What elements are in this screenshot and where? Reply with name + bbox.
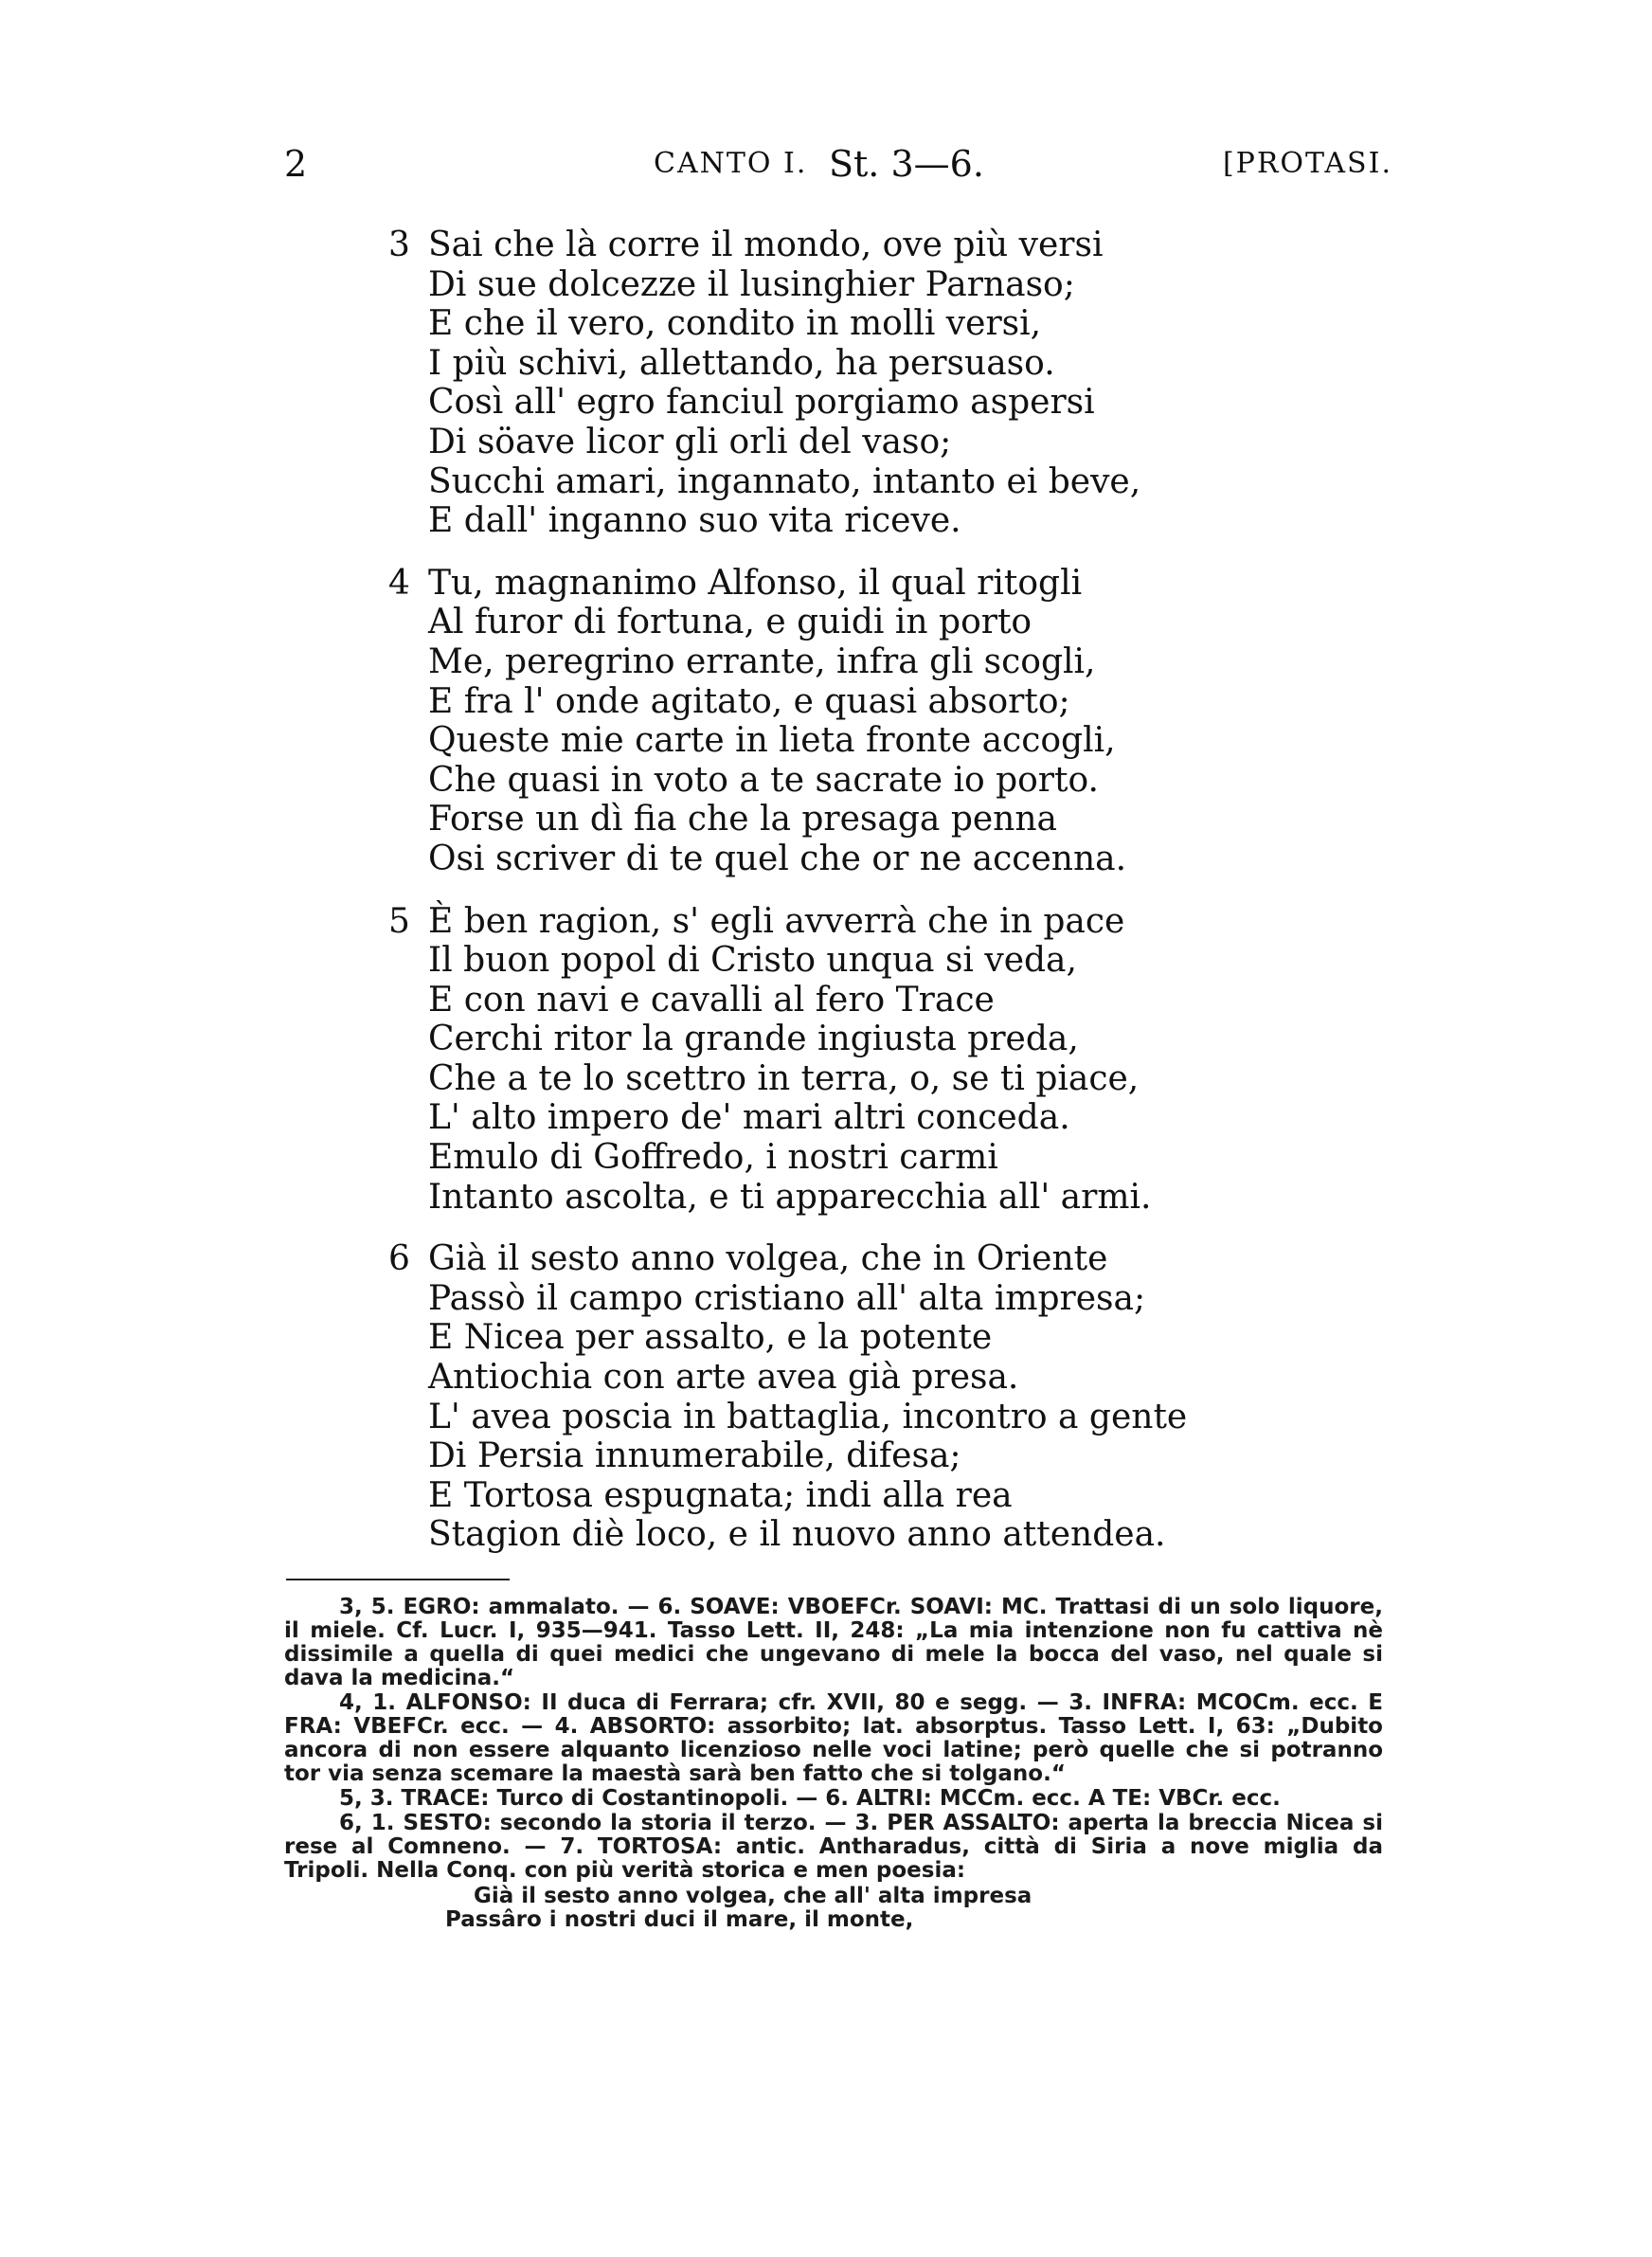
verse-line: Di Persia innumerabile, difesa; — [428, 1436, 961, 1476]
verse-line: E che il vero, condito in molli versi, — [428, 304, 1042, 344]
poem-body — [388, 226, 1317, 1578]
verse-line: Queste mie carte in lieta fronte accogli, — [428, 721, 1116, 761]
verse-line: Me, peregrino errante, infra gli scogli, — [428, 641, 1096, 681]
footnote — [284, 1812, 1383, 1883]
footnote — [284, 1596, 1383, 1690]
stanza — [388, 902, 1317, 1218]
verse-line: Che a te lo scettro in terra, o, se ti piace, — [428, 1058, 1140, 1098]
verse-line: E Tortosa espugnata; indi alla rea — [428, 1475, 1013, 1515]
verse-line: Di sue dolcezze il lusinghier Parnaso; — [428, 264, 1075, 304]
footnote-quote — [284, 1885, 1383, 1932]
verse-line: Così all' egro fanciul porgiamo aspersi — [428, 383, 1095, 423]
footnote-divider — [286, 1579, 510, 1580]
verse-line: Emulo di Goffredo, i nostri carmi — [428, 1138, 998, 1178]
running-header — [284, 140, 1392, 188]
footnote-text: TRACE: Turco di Costantinopoli. — 6. ALTRI: MCCm. ecc. A TE: VBCr. ecc. — [401, 1786, 1281, 1811]
verse-line: Osi scriver di te quel che or ne accenna. — [428, 839, 1127, 878]
quote-line: Già il sesto anno volgea, che all' alta impresa — [474, 1884, 1032, 1908]
verse-line: Il buon popol di Cristo unqua si veda, — [428, 941, 1077, 981]
footnote-ref: 5, 3. — [339, 1786, 394, 1811]
verse-line: Intanto ascolta, e ti apparecchia all' armi. — [428, 1177, 1152, 1217]
footnote-text: EGRO: ammalato. — 6. SOAVE: VBOEFCr. SOAVI: MC. Trattasi di un solo liquore, il miele. Cf. Lucr. I, 935—941. Tasso Lett. II, 248: „La mia intenzione non fu cattiva nè dissimile a quella di quei medici che ungevano di mele la bocca del vaso, nel quale si dava la medicina.“ — [284, 1595, 1383, 1690]
verse-line: È ben ragion, s' egli avverrà che in pace — [428, 901, 1125, 941]
footnote-ref: 4, 1. — [339, 1690, 397, 1715]
verse-line: Sai che là corre il mondo, ove più versi — [428, 226, 1104, 264]
verse-line: E dall' inganno suo vita riceve. — [428, 501, 961, 541]
footnotes — [284, 1596, 1383, 1932]
stanza-range: St. 3—6. — [829, 143, 984, 185]
stanza-number: 5 — [388, 901, 410, 941]
stanza — [388, 564, 1317, 879]
verse-line: Che quasi in voto a te sacrate io porto. — [428, 760, 1099, 800]
footnote-ref: 6, 1. — [339, 1811, 395, 1835]
verse-line: Tu, magnanimo Alfonso, il qual ritogli — [428, 563, 1083, 603]
verse-line: Succhi amari, ingannato, intanto ei beve, — [428, 461, 1141, 501]
verse-line: Forse un dì fia che la presaga penna — [428, 800, 1057, 840]
verse-line: E con navi e cavalli al fero Trace — [428, 980, 995, 1020]
quote-line: Passâro i nostri duci il mare, il monte, — [445, 1907, 914, 1932]
verse-line: L' alto impero de' mari altri conceda. — [428, 1098, 1070, 1138]
stanza-number: 3 — [388, 226, 410, 264]
verse-line: Di söave licor gli orli del vaso; — [428, 422, 952, 461]
verse-line: Già il sesto anno volgea, che in Oriente — [428, 1239, 1108, 1279]
section-label: [PROTASI. — [1222, 147, 1392, 180]
footnote — [284, 1787, 1383, 1811]
footnote-text: SESTO: secondo la storia il terzo. — 3. PER ASSALTO: aperta la breccia Nicea si rese al Comneno. — 7. TORTOSA: antic. Antharadus, città di Siria a nove miglia da Tripoli. Nella Conq. con più verità storica e men poesia: — [284, 1811, 1383, 1883]
verse-line: L' avea poscia in battaglia, incontro a gente — [428, 1397, 1188, 1436]
stanza — [388, 226, 1317, 541]
page-number: 2 — [284, 143, 308, 185]
verse-line: I più schivi, allettando, ha persuaso. — [428, 343, 1055, 383]
stanza-number: 6 — [388, 1239, 410, 1279]
verse-line: Stagion diè loco, e il nuovo anno attendea. — [428, 1515, 1166, 1555]
verse-line: Al furor di fortuna, e guidi in porto — [428, 603, 1032, 642]
stanza — [388, 1239, 1317, 1555]
footnote-text: ALFONSO: II duca di Ferrara; cfr. XVII, 80 e segg. — 3. INFRA: MCOCm. ecc. E FRA: VBEFCr. ecc. — 4. ABSORTO: assorbito; lat. absorptus. Tasso Lett. I, 63: „Dubito ancora di non essere alquanto licenzioso nelle voci latine; però quelle che si potranno tor via senza scemare la maestà sarà ben fatto che si tolgano.“ — [284, 1690, 1383, 1786]
footnote-ref: 3, 5. — [339, 1595, 395, 1619]
footnote — [284, 1691, 1383, 1786]
verse-line: Antiochia con arte avea già presa. — [428, 1358, 1019, 1398]
verse-line: E Nicea per assalto, e la potente — [428, 1318, 993, 1358]
verse-line: E fra l' onde agitato, e quasi absorto; — [428, 681, 1070, 721]
stanza-number: 4 — [388, 563, 410, 603]
verse-line: Passò il campo cristiano all' alta impresa; — [428, 1278, 1146, 1318]
verse-line: Cerchi ritor la grande ingiusta preda, — [428, 1020, 1079, 1059]
canto-label: CANTO I. — [654, 147, 808, 180]
